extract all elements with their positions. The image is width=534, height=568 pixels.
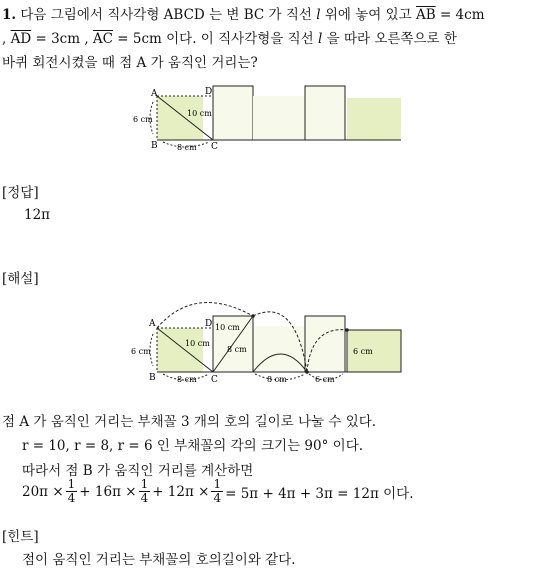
figure-rolling-rectangle bbox=[125, 78, 410, 156]
label2-d: D bbox=[205, 319, 213, 329]
line-variable-l-2: l bbox=[318, 31, 323, 47]
label-b: B bbox=[151, 141, 158, 151]
label-6cm: 6 cm bbox=[133, 115, 153, 124]
figure-rolling-paths bbox=[125, 296, 410, 388]
point-a-pos2 bbox=[251, 314, 255, 318]
explanation-line-3: 따라서 점 B 가 움직인 거리를 계산하면 bbox=[22, 463, 254, 479]
explanation-line-2: r = 10, r = 8, r = 6 인 부채꼴의 각의 크기는 90° 이다. bbox=[22, 438, 364, 454]
rect-position-5 bbox=[347, 98, 401, 140]
answer-value: 12π bbox=[24, 207, 51, 223]
label-a: A bbox=[151, 89, 158, 99]
hint-header: [힌트] bbox=[2, 529, 39, 545]
problem-line-1 bbox=[2, 3, 485, 23]
eq-term-3: + 12π × bbox=[152, 483, 210, 500]
segment-ad-value: = 3cm , bbox=[35, 31, 89, 47]
eq-term-1: 20π × bbox=[22, 483, 64, 500]
rect2-position-3 bbox=[253, 326, 305, 372]
segment-ab: $\overline{AB}$ bbox=[415, 7, 436, 23]
label2-6cm-right: 6 cm bbox=[353, 347, 373, 356]
label2-8cm-b: 8 cm bbox=[177, 375, 197, 384]
label2-10cm-a: 10 cm bbox=[185, 339, 210, 348]
fraction-quarter-2 bbox=[139, 478, 151, 505]
rect-position-2 bbox=[213, 86, 253, 140]
frac-num: 1 bbox=[140, 477, 149, 491]
label2-8cm-c: 8 cm bbox=[267, 375, 287, 384]
label-d: D bbox=[205, 87, 213, 97]
frac-den: 4 bbox=[140, 491, 149, 505]
segment-ab-value: = 4cm bbox=[439, 7, 485, 23]
label-c: C bbox=[211, 142, 218, 152]
rect-position-4 bbox=[305, 86, 345, 140]
problem-text-1b: 위에 놓여 있고 bbox=[324, 7, 412, 23]
frac-den: 4 bbox=[67, 491, 76, 505]
label2-6cm-b: 6 cm bbox=[315, 375, 335, 384]
label-8cm: 8 cm bbox=[177, 143, 197, 152]
label2-10cm-b: 10 cm bbox=[215, 323, 240, 332]
rect-abcd-fill bbox=[157, 96, 203, 140]
explanation-equation bbox=[22, 478, 414, 505]
segment-ac: $\overline{AC}$ bbox=[92, 31, 113, 47]
frac-num: 1 bbox=[213, 477, 222, 491]
eq-term-2: + 16π × bbox=[79, 483, 137, 500]
explanation-line-1: 점 A 가 움직인 거리는 부채꼴 3 개의 호의 길이로 나눌 수 있다. bbox=[2, 414, 377, 430]
label2-6cm-left: 6 cm bbox=[131, 347, 151, 356]
problem-text-2b: 을 따라 오른쪽으로 한 bbox=[326, 31, 457, 47]
point-a-pos4 bbox=[345, 328, 349, 332]
fraction-quarter-1 bbox=[66, 478, 78, 505]
answer-header: [정답] bbox=[2, 185, 39, 201]
line-variable-l: l bbox=[316, 7, 321, 23]
problem-number: 1. bbox=[2, 7, 17, 23]
segment-ad: $\overline{AD}$ bbox=[10, 31, 32, 47]
label2-8cm-a: 8 cm bbox=[227, 345, 247, 354]
segment-ac-value: = 5cm 이다. 이 직사각형을 직선 bbox=[117, 31, 314, 47]
eq-result: = 5π + 4π + 3π = 12π 이다. bbox=[225, 485, 414, 502]
hint-text: 점이 움직인 거리는 부채꼴의 호의길이와 같다. bbox=[22, 552, 296, 568]
frac-den: 4 bbox=[213, 491, 222, 505]
problem-text-1a: 다음 그림에서 직사각형 ABCD 는 변 BC 가 직선 bbox=[20, 7, 312, 23]
fraction-quarter-3 bbox=[211, 478, 223, 505]
label2-c: C bbox=[211, 375, 218, 385]
label2-b: B bbox=[149, 373, 156, 383]
problem-line-2 bbox=[2, 27, 457, 47]
rect2-position-4 bbox=[305, 316, 345, 372]
problem-line-3: 바퀴 회전시켰을 때 점 A 가 움직인 거리는? bbox=[2, 55, 258, 71]
rect-position-3 bbox=[253, 96, 305, 140]
label2-a: A bbox=[149, 319, 156, 329]
label-10cm: 10 cm bbox=[187, 109, 212, 118]
rect2-abcd-fill bbox=[157, 328, 203, 372]
problem-text-2a: , bbox=[2, 31, 7, 47]
explanation-header: [해설] bbox=[2, 271, 39, 287]
frac-num: 1 bbox=[67, 477, 76, 491]
